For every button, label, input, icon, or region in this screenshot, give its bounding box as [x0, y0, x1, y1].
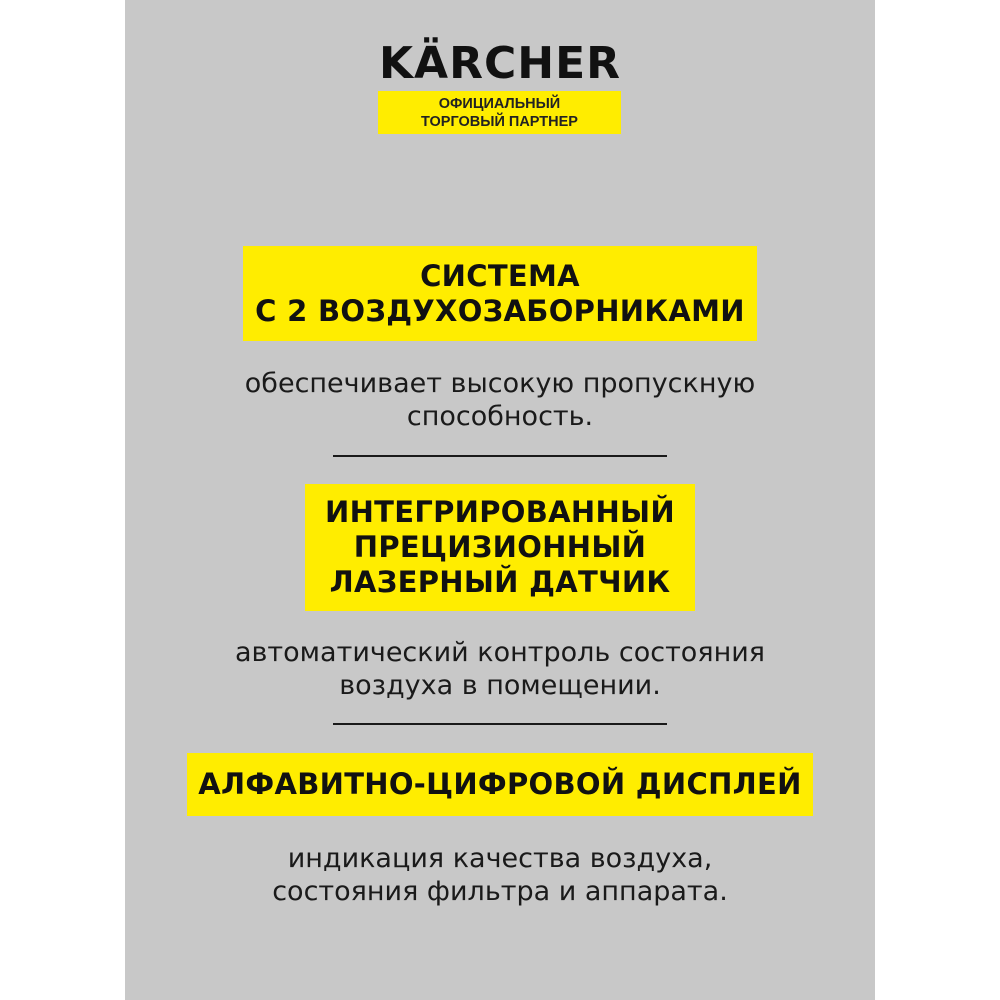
official-partner-badge: [378, 91, 621, 134]
partner-badge-line-2: ТОРГОВЫЙ ПАРТНЕР: [421, 113, 578, 130]
divider-2: [333, 723, 667, 725]
feature-3-description-line-1: индикация качества воздуха,: [287, 843, 713, 874]
divider-1: [333, 455, 667, 457]
feature-1-description-line-2: способность.: [406, 401, 594, 432]
karcher-logo: KÄRCHER: [378, 38, 622, 89]
feature-1-title-line-1: СИСТЕМА: [420, 258, 580, 293]
feature-3-description: [125, 842, 875, 908]
feature-1-title-line-2: С 2 ВОЗДУХОЗАБОРНИКАМИ: [255, 293, 745, 328]
feature-2-description-line-2: воздуха в помещении.: [339, 670, 661, 701]
feature-2-title-line-2: ПРЕЦИЗИОННЫЙ: [353, 530, 647, 564]
feature-1-description-line-1: обеспечивает высокую пропускную: [244, 368, 756, 399]
feature-3-title: [187, 753, 813, 816]
partner-badge-line-1: ОФИЦИАЛЬНЫЙ: [438, 95, 561, 112]
feature-2-description: [125, 636, 875, 702]
feature-2-title-line-1: ИНТЕГРИРОВАННЫЙ: [325, 495, 675, 529]
feature-2-description-line-1: автоматический контроль состояния: [234, 637, 766, 668]
feature-1-description: [125, 367, 875, 433]
feature-3-title-line-1: АЛФАВИТНО-ЦИФРОВОЙ ДИСПЛЕЙ: [198, 767, 802, 801]
feature-2-title: [305, 484, 695, 611]
feature-3-description-line-2: состояния фильтра и аппарата.: [272, 876, 728, 907]
feature-1-title: [243, 246, 757, 341]
feature-2-title-line-3: ЛАЗЕРНЫЙ ДАТЧИК: [329, 565, 671, 599]
